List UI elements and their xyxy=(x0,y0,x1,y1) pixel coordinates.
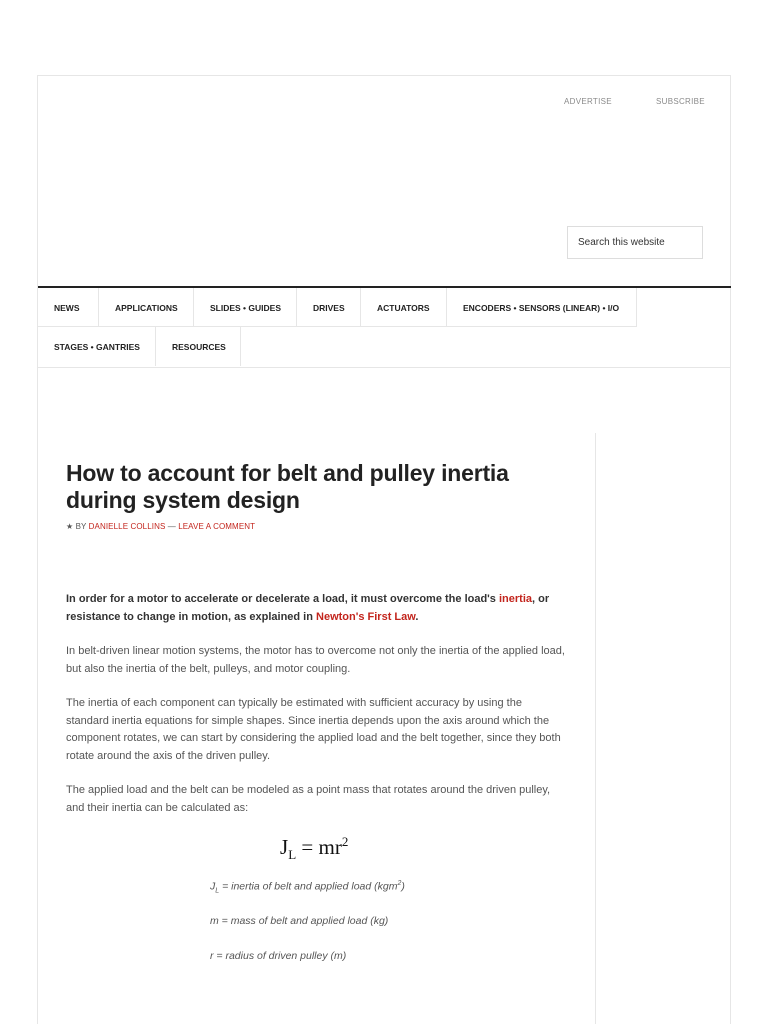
nav-item-applications[interactable]: APPLICATIONS xyxy=(99,288,194,327)
def-symbol: r xyxy=(210,950,214,962)
inertia-link[interactable]: inertia xyxy=(498,593,532,605)
lead-text: , or resistance to change in motion, as explained in xyxy=(66,593,550,623)
nav-item-actuators[interactable]: ACTUATORS xyxy=(361,288,447,327)
body-paragraph: In belt-driven linear motion systems, the motor has to overcome not only the inertia of the applied load, but also the inertia of the belt, pulleys, and motor coupling. xyxy=(66,645,565,675)
advertise-link[interactable]: ADVERTISE xyxy=(564,97,612,106)
leave-comment-link[interactable]: LEAVE A COMMENT xyxy=(178,522,256,531)
article xyxy=(66,460,566,817)
def-text: = mass of belt and applied load (kg) xyxy=(218,915,389,927)
star-icon: ★ xyxy=(66,522,74,531)
byline-by: BY xyxy=(75,522,87,531)
sidebar-divider xyxy=(595,433,596,1024)
formula-rhs: = mr xyxy=(296,835,342,859)
subscribe-link[interactable]: SUBSCRIBE xyxy=(656,97,705,106)
main-nav xyxy=(38,286,731,368)
nav-item-news[interactable]: NEWS xyxy=(38,288,99,327)
newtons-first-law-link[interactable]: Newton's First Law xyxy=(316,610,416,623)
def-text: = radius of driven pulley (m) xyxy=(213,950,347,962)
lead-text: . xyxy=(415,610,419,623)
formula-definitions xyxy=(210,880,550,985)
author-link[interactable]: DANIELLE COLLINS xyxy=(88,522,166,531)
article-title: How to account for belt and pulley inertia during system design xyxy=(66,460,509,513)
lead-paragraph xyxy=(66,591,566,626)
nav-item-stages-gantries[interactable]: STAGES • GANTRIES xyxy=(38,327,156,366)
inertia-formula xyxy=(280,834,348,863)
def-superscript: 2 xyxy=(397,880,402,887)
definition-item xyxy=(210,880,550,915)
body-paragraph: The applied load and the belt can be modeled as a point mass that rotates around the driven pulley, and their inertia can be calculated as: xyxy=(66,784,551,814)
definition-item xyxy=(210,950,550,985)
def-symbol: J xyxy=(210,880,216,893)
byline xyxy=(66,522,566,531)
nav-item-drives[interactable]: DRIVES xyxy=(297,288,361,327)
search-input[interactable]: Search this website xyxy=(567,226,703,259)
formula-superscript: 2 xyxy=(341,834,349,849)
formula-lhs: J xyxy=(280,835,289,859)
def-subscript: L xyxy=(215,887,220,895)
byline-dash: — xyxy=(167,522,176,531)
body-paragraph: The inertia of each component can typically be estimated with sufficient accuracy by using the standard inertia equations for simple shapes. Since inertia depends upon the axis around which the component rotates, we can start by considering the applied load and the belt together, since they both rotate around the axis of the driven pulley. xyxy=(66,697,561,762)
def-text-end: ) xyxy=(401,880,405,893)
def-text: = inertia of belt and applied load (kgm xyxy=(219,880,398,893)
nav-item-encoders-sensors[interactable]: ENCODERS • SENSORS (LINEAR) • I/O xyxy=(447,288,637,327)
nav-item-resources[interactable]: RESOURCES xyxy=(156,327,241,366)
def-symbol: m xyxy=(210,915,219,927)
utility-nav xyxy=(0,97,768,109)
lead-text: In order for a motor to accelerate or decelerate a load, it must overcome the load's xyxy=(66,593,499,605)
formula-subscript: L xyxy=(288,847,297,863)
definition-item xyxy=(210,915,550,950)
nav-item-slides-guides[interactable]: SLIDES • GUIDES xyxy=(194,288,297,327)
